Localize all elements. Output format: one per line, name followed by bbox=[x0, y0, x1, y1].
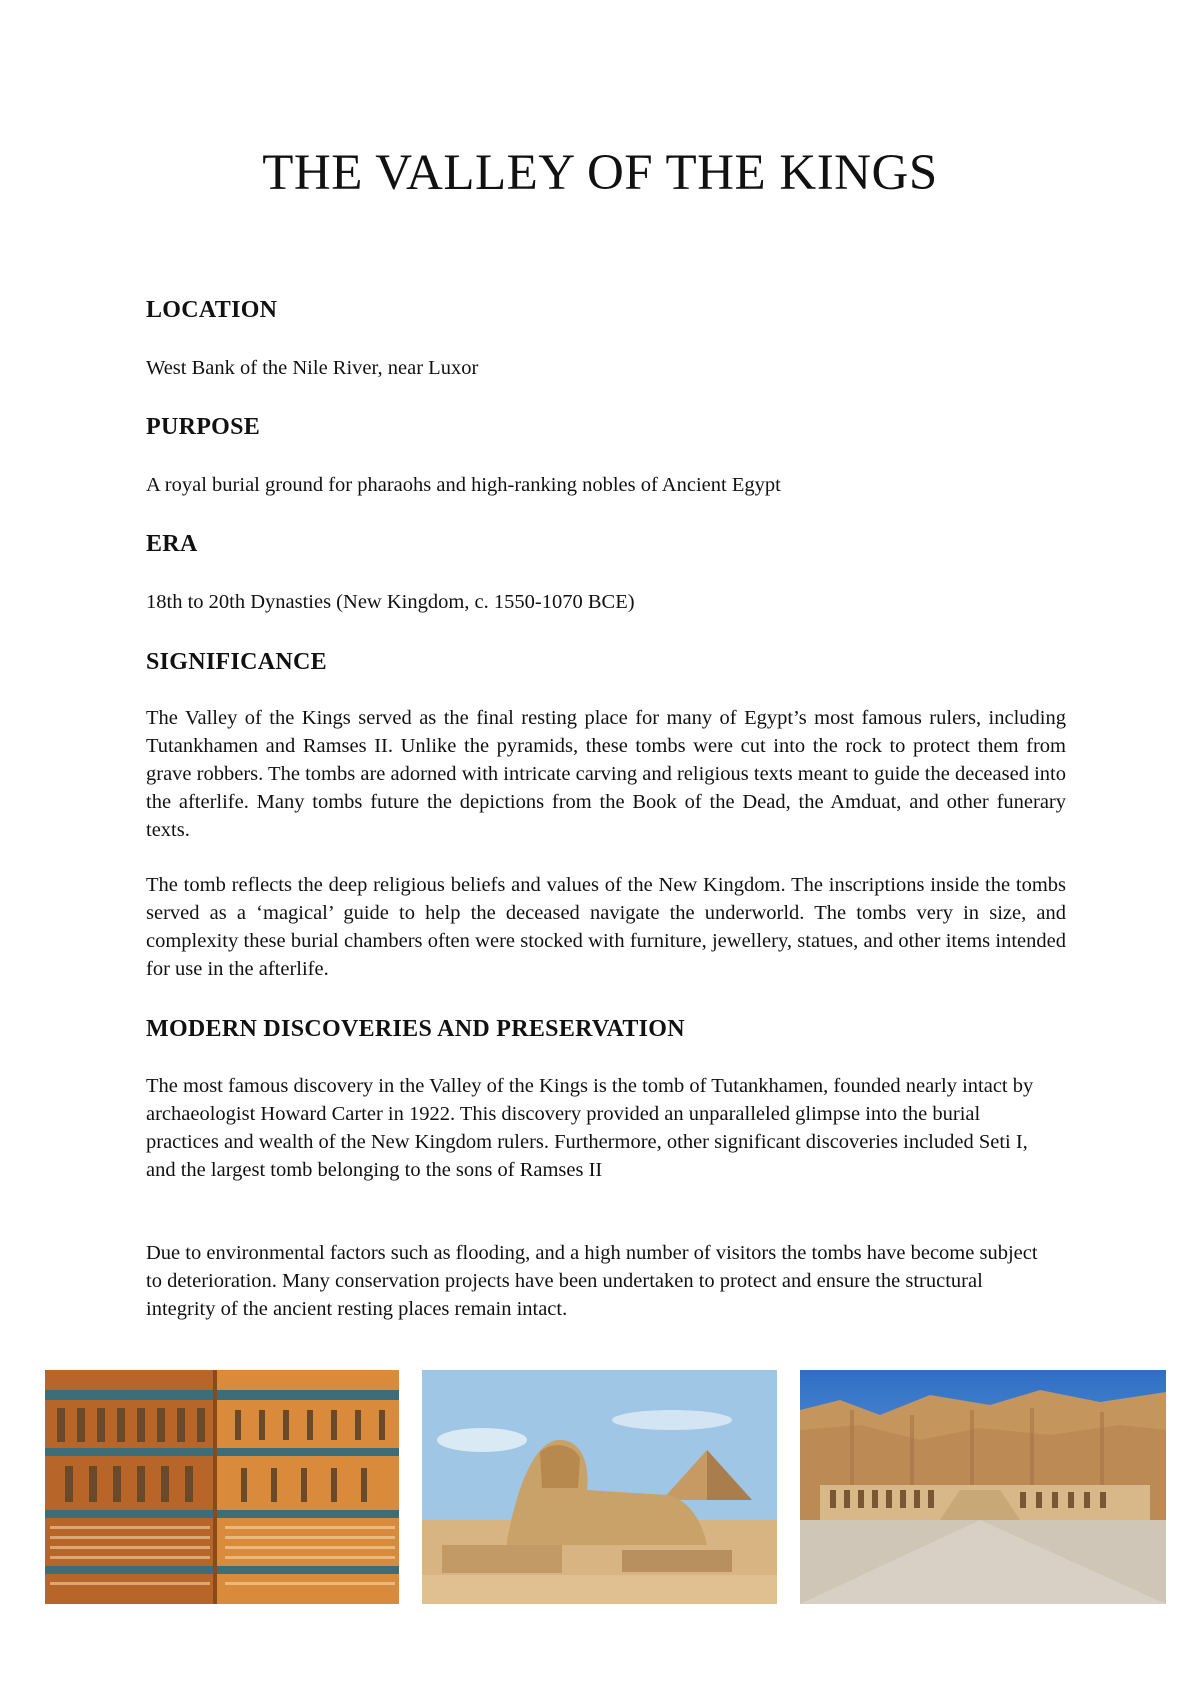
modern-paragraph-1: The most famous discovery in the Valley of the Kings is the tomb of Tutankhamen, founded nearly intact by archaeologist Howard Carter in 1922. This discovery provided an unparalleled glimpse into the burial practices and wealth of the New Kingdom rulers. Furthermore, other significant discoveries included Seti I, and the largest tomb belonging to the sons of Ramses II bbox=[146, 1075, 1034, 1181]
purpose-text: A royal burial ground for pharaohs and high-ranking nobles of Ancient Egypt bbox=[146, 474, 781, 496]
page-title: THE VALLEY OF THE KINGS bbox=[262, 145, 938, 201]
significance-heading: SIGNIFICANCE bbox=[146, 649, 327, 675]
temple-photo bbox=[800, 1370, 1166, 1604]
significance-paragraph-1: The Valley of the Kings served as the final resting place for many of Egypt’s most famous rulers, including Tutankhamen and Ramses II. Unlike the pyramids, these tombs were cut into the rock to protect them from grave robbers. The tombs are adorned with intricate carving and religious texts meant to guide the deceased into the afterlife. Many tombs future the depictions from the Book of the Dead, the Amduat, and other funerary texts. bbox=[146, 707, 1066, 841]
era-text: 18th to 20th Dynasties (New Kingdom, c. 1550-1070 BCE) bbox=[146, 591, 635, 613]
tomb-interior-photo bbox=[45, 1370, 399, 1604]
modern-heading: MODERN DISCOVERIES AND PRESERVATION bbox=[146, 1016, 685, 1042]
sphinx-photo bbox=[422, 1370, 777, 1604]
modern-paragraph-2: Due to environmental factors such as flooding, and a high number of visitors the tombs have become subject to deterioration. Many conservation projects have been undertaken to protect and ensure the structural integrity of the ancient resting places remain intact. bbox=[146, 1242, 1038, 1320]
significance-paragraph-2: The tomb reflects the deep religious beliefs and values of the New Kingdom. The inscriptions inside the tombs served as a ‘magical’ guide to help the deceased navigate the underworld. The tombs very in size, and complexity these burial chambers often were stocked with furniture, jewellery, statues, and other items intended for use in the afterlife. bbox=[146, 874, 1066, 980]
location-text: West Bank of the Nile River, near Luxor bbox=[146, 357, 479, 379]
era-heading: ERA bbox=[146, 531, 198, 557]
purpose-heading: PURPOSE bbox=[146, 414, 261, 440]
location-heading: LOCATION bbox=[146, 297, 278, 323]
